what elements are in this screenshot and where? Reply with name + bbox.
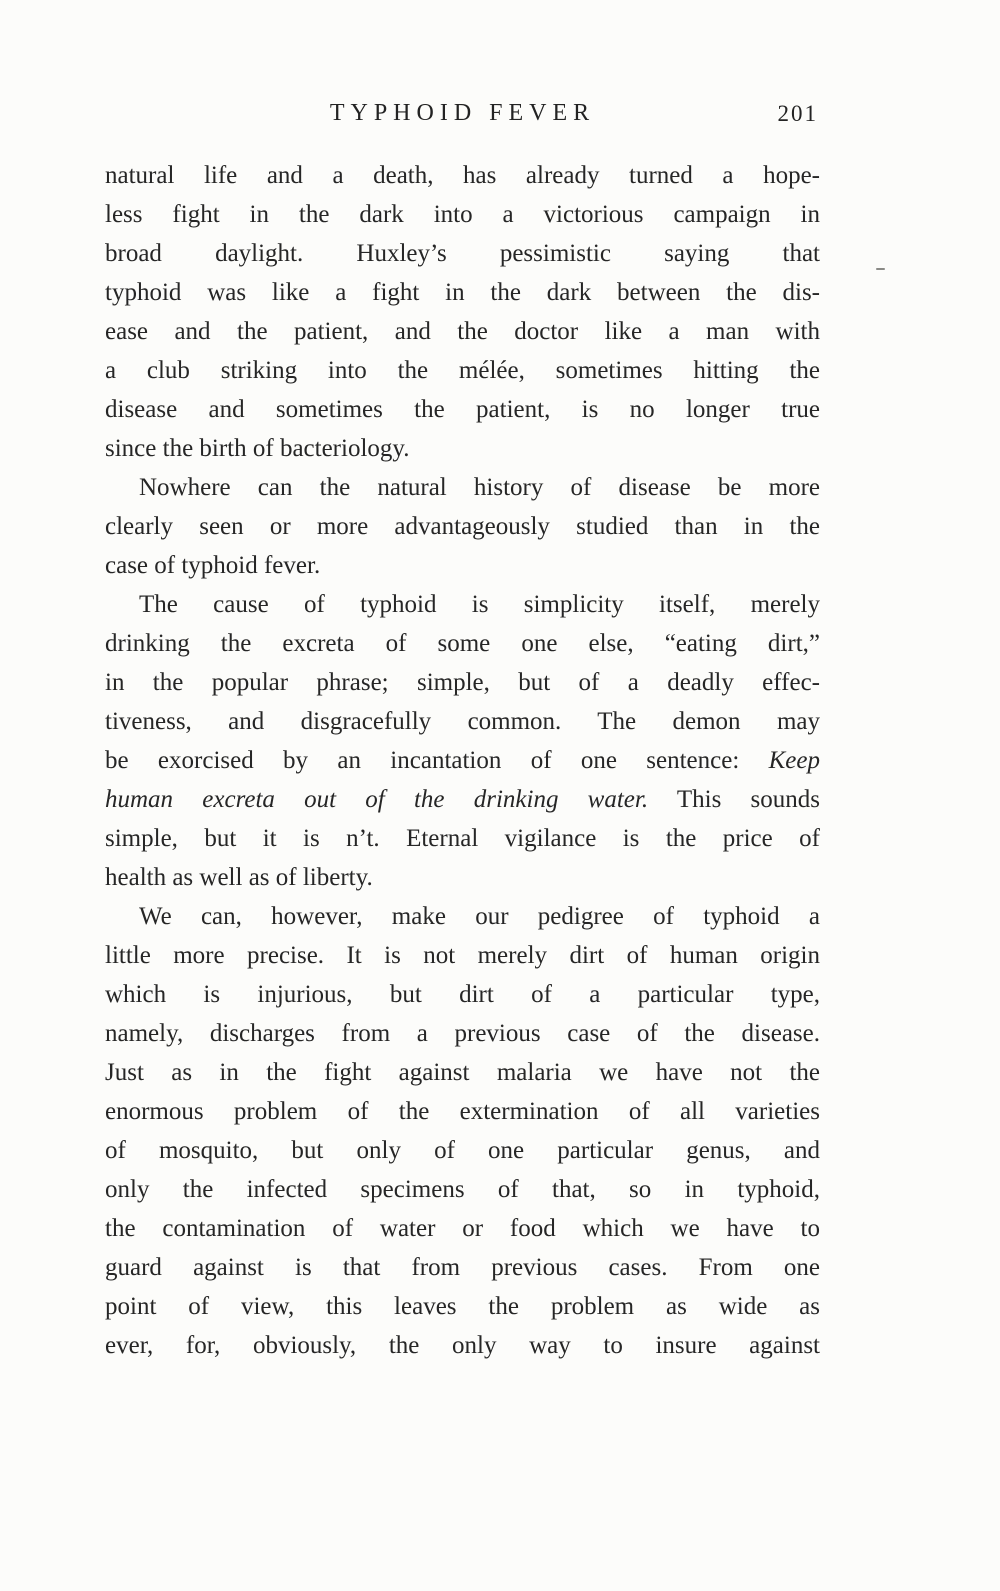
text-line	[105, 546, 820, 585]
text-segment: which is injurious, but dirt of a particular type,	[105, 981, 820, 1008]
text-line	[105, 234, 820, 273]
text-segment: little more precise. It is not merely dirt of human origin	[105, 942, 820, 969]
text-line	[105, 663, 820, 702]
text-line	[105, 624, 820, 663]
italic-text-segment: human excreta out of the drinking water.	[105, 786, 649, 813]
text-line	[105, 429, 820, 468]
text-line	[105, 507, 820, 546]
text-segment: ease and the patient, and the doctor like a man with	[105, 318, 820, 345]
text-line	[105, 741, 820, 780]
text-line	[105, 351, 820, 390]
text-line	[105, 1326, 820, 1365]
page-body	[105, 156, 820, 1365]
text-line	[105, 1287, 820, 1326]
text-line	[105, 390, 820, 429]
text-segment: namely, discharges from a previous case of the disease.	[105, 1020, 820, 1047]
text-line	[105, 1248, 820, 1287]
text-line	[105, 156, 820, 195]
paragraph-1	[105, 156, 820, 468]
text-segment: enormous problem of the extermination of all varieties	[105, 1098, 820, 1125]
text-segment: since the birth of bacteriology.	[105, 435, 410, 462]
text-segment: simple, but it is n’t. Eternal vigilance is the price of	[105, 825, 820, 852]
text-segment: Just as in the fight against malaria we have not the	[105, 1059, 820, 1086]
text-segment: the contamination of water or food which we have to	[105, 1215, 820, 1242]
text-segment: clearly seen or more advantageously studied than in the	[105, 513, 820, 540]
text-segment: of mosquito, but only of one particular genus, and	[105, 1137, 820, 1164]
text-line	[105, 936, 820, 975]
text-segment: health as well as of liberty.	[105, 864, 373, 891]
chapter-title: TYPHOID FEVER	[329, 100, 596, 126]
text-segment: We can, however, make our pedigree of typhoid a	[139, 903, 820, 930]
text-segment: drinking the excreta of some one else, “eating dirt,”	[105, 630, 820, 657]
text-line	[105, 780, 820, 819]
text-line	[105, 1092, 820, 1131]
text-segment: disease and sometimes the patient, is no longer true	[105, 396, 820, 423]
italic-text-segment: Keep	[768, 747, 820, 774]
text-line	[105, 975, 820, 1014]
text-segment: a club striking into the mélée, sometimes hitting the	[105, 357, 820, 384]
text-line	[105, 312, 820, 351]
text-segment: only the infected specimens of that, so in typhoid,	[105, 1176, 820, 1203]
text-line	[105, 897, 820, 936]
text-segment: case of typhoid fever.	[105, 552, 321, 579]
text-line	[105, 585, 820, 624]
text-line	[105, 1053, 820, 1092]
text-line	[105, 702, 820, 741]
text-segment: typhoid was like a fight in the dark between the dis-	[105, 279, 820, 306]
paragraph-2	[105, 468, 820, 585]
text-segment: guard against is that from previous cases. From one	[105, 1254, 820, 1281]
text-line	[105, 195, 820, 234]
text-segment: be exorcised by an incantation of one sentence:	[105, 747, 769, 774]
text-segment: broad daylight. Huxley’s pessimistic saying that	[105, 240, 820, 267]
text-line	[105, 1131, 820, 1170]
text-line	[105, 819, 820, 858]
paragraph-4	[105, 897, 820, 1365]
text-line	[105, 273, 820, 312]
text-line	[105, 858, 820, 897]
text-line	[105, 1170, 820, 1209]
scan-artifact-dash	[876, 268, 885, 270]
text-segment: natural life and a death, has already turned a hope-	[105, 162, 820, 189]
text-line	[105, 1014, 820, 1053]
text-segment: less fight in the dark into a victorious campaign in	[105, 201, 820, 228]
text-segment: This sounds	[648, 786, 821, 813]
page-number: 201	[777, 101, 818, 126]
text-line	[105, 1209, 820, 1248]
text-line	[105, 468, 820, 507]
text-segment: The cause of typhoid is simplicity itself, merely	[139, 591, 820, 618]
text-segment: ever, for, obviously, the only way to insure against	[105, 1332, 820, 1359]
text-segment: tiveness, and disgracefully common. The demon may	[105, 708, 820, 735]
text-segment: Nowhere can the natural history of disease be more	[139, 474, 820, 501]
text-segment: point of view, this leaves the problem as wide as	[105, 1293, 820, 1320]
paragraph-3	[105, 585, 820, 897]
text-segment: in the popular phrase; simple, but of a deadly effec-	[105, 669, 820, 696]
page-header	[105, 100, 820, 136]
